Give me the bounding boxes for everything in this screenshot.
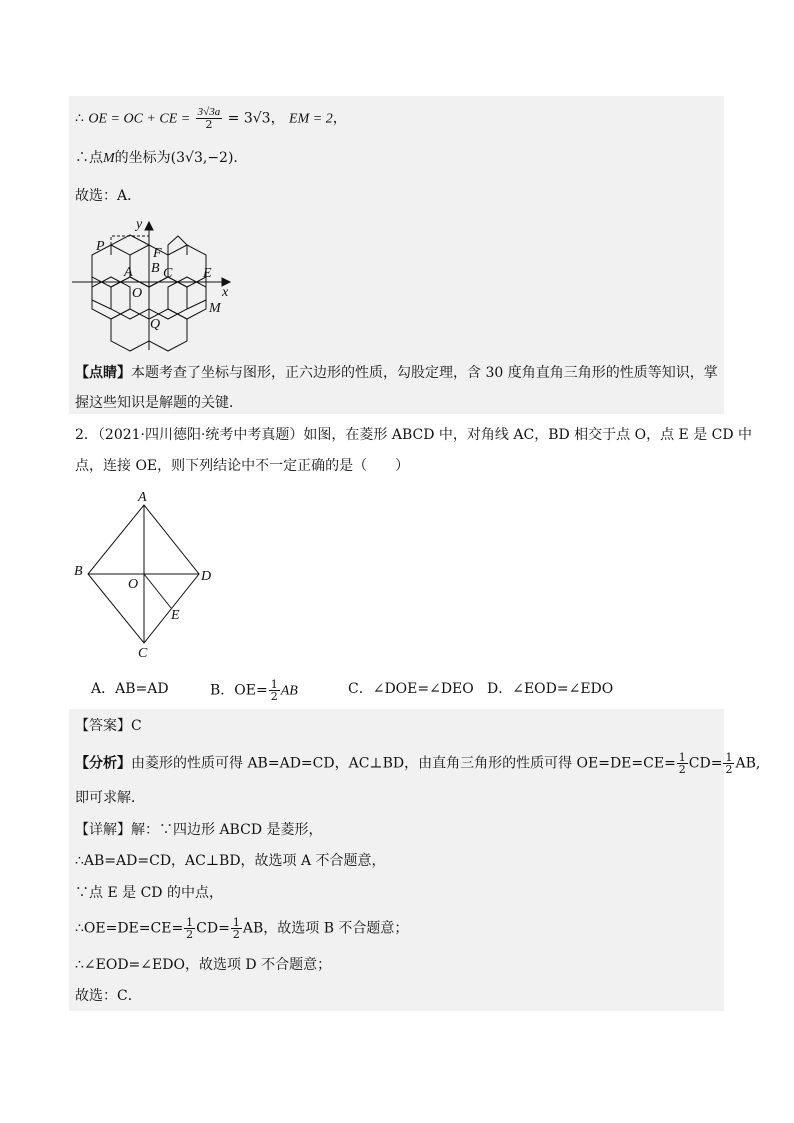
hexagon-figure: [70, 215, 240, 355]
label-a: A: [138, 490, 147, 505]
label-a: A: [124, 265, 133, 280]
label-e: E: [171, 608, 180, 623]
label-y: y: [136, 217, 143, 232]
fraction: $\frac{3√3a}{2}$: [197, 106, 221, 131]
label-b: B: [151, 261, 160, 276]
option-a: A．AB=AD: [91, 681, 169, 697]
option-d: D．∠EOD=∠EDO: [487, 681, 614, 697]
label-c: C: [138, 646, 148, 661]
analysis-tag: 【分析】: [75, 755, 131, 772]
comment-tag: 【点睛】: [75, 365, 131, 381]
label-m: M: [209, 301, 221, 316]
comment-line-1: 【点睛】本题考查了坐标与图形，正六边形的性质，勾股定理，含 30 度角直角三角形的性质等知识，掌: [75, 365, 718, 381]
label-d: D: [201, 569, 212, 584]
segment-oe: [144, 574, 171, 608]
label-b: B: [74, 564, 83, 579]
m-coordinate-line: ∴点M的坐标为(3√3,−2).: [75, 150, 238, 166]
oe-equation-line: ∴ OE = OC + CE = $\frac{3√3a}{2}$ = 3√3， EM = 2，: [75, 106, 347, 131]
label-x: x: [222, 285, 229, 300]
label-q: Q: [150, 317, 161, 332]
comment-line-2: 握这些知识是解题的关键．: [75, 395, 243, 411]
question-2-stem-2: 点，连接 OE，则下列结论中不一定正确的是（ ）: [75, 458, 410, 474]
label-p: P: [96, 239, 105, 254]
em-value: EM = 2: [289, 111, 333, 127]
oe-expression: OE = OC + CE =: [88, 111, 191, 127]
label-o: O: [128, 577, 139, 592]
detail-line-5: ∴∠EOD=∠EDO，故选项 D 不合题意；: [75, 957, 332, 973]
y-axis-arrow-icon: [145, 222, 153, 230]
detail-line-2: ∴AB=AD=CD，AC⊥BD，故选项 A 不合题意，: [75, 853, 386, 869]
detail-line-4: ∴OE=DE=CE= $\frac{1}{2}$ CD= $\frac{1}{2}$ AB，故选项 B 不合题意；: [75, 916, 409, 941]
dashed-guide: [111, 236, 149, 245]
rhombus-figure: [70, 487, 220, 662]
question-2-stem-1: 2．（2021·四川德阳·统考中考真题）如图，在菱形 ABCD 中，对角线 AC，BD 相交于点 O，点 E 是 CD 中: [75, 427, 753, 443]
detail-line-3: ∵点 E 是 CD 的中点，: [75, 885, 223, 901]
option-b: B．OE= $\frac{1}{2}$ AB: [210, 678, 298, 703]
coordinate: (3√3,−2): [170, 150, 234, 166]
label-e: E: [203, 266, 212, 281]
detail-line-6: 故选：C．: [75, 988, 142, 1004]
label-o: O: [132, 286, 143, 301]
detail-line-1: 【详解】解：∵四边形 ABCD 是菱形，: [75, 822, 323, 838]
choice-line-1: 故选：A．: [75, 188, 142, 204]
analysis-line-1: 【分析】由菱形的性质可得 AB=AD=CD，AC⊥BD，由直角三角形的性质可得 OE=DE=CE= $\frac{1}{2}$ CD= $\frac{1}{2}$ AB,: [75, 751, 761, 776]
option-c: C．∠DOE=∠DEO: [348, 681, 474, 697]
label-c: C: [163, 266, 173, 281]
analysis-line-2: 即可求解．: [75, 790, 145, 806]
answer-line: 【答案】C: [75, 718, 142, 734]
label-f: F: [153, 246, 162, 261]
